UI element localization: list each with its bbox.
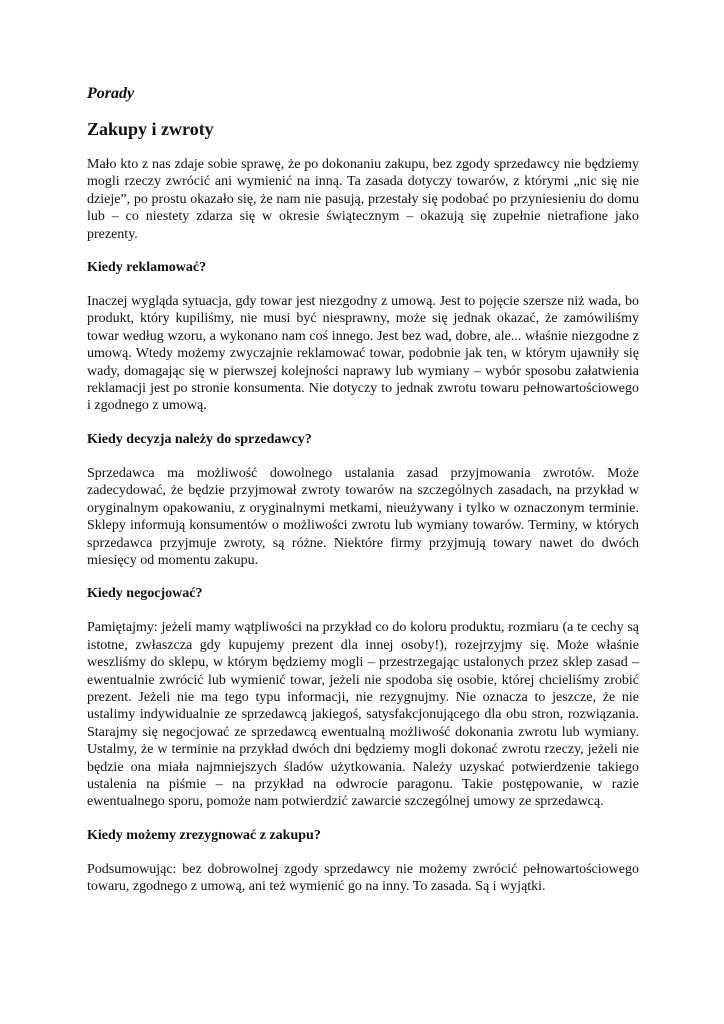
section-heading-reklamowac: Kiedy reklamować? xyxy=(87,260,207,276)
intro-paragraph: Mało kto z nas zdaje sobie sprawę, że po dokonaniu zakupu, bez zgody sprzedawcy nie będziemy mogli rzeczy zwrócić ani wymienić na inną. Ta zasada dotyczy towarów, z którymi „nic się nie dzieje”, po prostu okazało się, że nam nie pasują, przestały się podobać po przyniesieniu do domu lub – co niestety zdarza się w okresie świątecznym – okazują się zupełnie nietrafione jako prezenty. xyxy=(87,157,639,242)
section-heading-negocjowac: Kiedy negocjować? xyxy=(87,586,203,602)
section-body-negocjowac: Pamiętajmy: jeżeli mamy wątpliwości na przykład co do koloru produktu, rozmiaru (a te cechy są istotne, zwłaszcza gdy kupujemy prezent dla innej osoby!), rozejrzyjmy się. Może właśnie weszliśmy do sklepu, w którym będziemy mogli – przestrzegając ustalonych przez sklep zasad – ewentualnie zwrócić lub wymienić towar, jeżeli nie spodoba się osobie, której chcieliśmy zrobić prezent. Jeżeli nie ma tego typu informacji, nie rezygnujmy. Nie oznacza to jeszcze, że nie ustalimy indywidualnie ze sprzedawcą jakiegoś, satysfakcjonującego dla obu stron, rozwiązania. Starajmy się negocjować ze sprzedawcą ewentualną możliwość dokonania zwrotu lub wymiany. Ustalmy, że w terminie na przykład dwóch dni będziemy mogli dokonać zwrotu rzeczy, jeżeli nie będzie ona miała najmniejszych śladów użytkowania. Należy uzyskać potwierdzenie takiego ustalenia na piśmie – na przykład na odwrocie paragonu. Takie postępowanie, w razie ewentualnego sporu, pomoże nam potwierdzić zawarcie szczególnej umowy ze sprzedawcą. xyxy=(87,620,639,810)
section-heading-sprzedawca: Kiedy decyzja należy do sprzedawcy? xyxy=(87,431,312,447)
section-heading-zrezygnowac: Kiedy możemy zrezygnować z zakupu? xyxy=(87,827,321,843)
section-body-zrezygnowac: Podsumowując: bez dobrowolnej zgody sprzedawcy nie możemy zwrócić pełnowartościowego towaru, zgodnego z umową, ani też wymienić go na inny. To zasada. Są i wyjątki. xyxy=(87,861,639,895)
section-body-sprzedawca: Sprzedawca ma możliwość dowolnego ustalania zasad przyjmowania zwrotów. Może zadecydować, że będzie przyjmował zwroty towarów na szczególnych zasadach, na przykład w oryginalnym opakowaniu, z oryginalnymi metkami, nieużywany i tylko w oznaczonym terminie. Sklepy informują konsumentów o możliwości zwrotu lub wymiany towarów. Terminy, w których sprzedawca przyjmuje zwroty, są różne. Niektóre firmy przyjmują towary nawet do dwóch miesięcy od momentu zakupu. xyxy=(87,465,639,568)
section-body-reklamowac: Inaczej wygląda sytuacja, gdy towar jest niezgodny z umową. Jest to pojęcie szersze niż wada, bo produkt, który kupiliśmy, nie musi być niesprawny, może się jednak okazać, że zamówiliśmy towar według wzoru, a wykonano nam coś innego. Jest bez wad, dobre, ale... właśnie niezgodne z umową. Wtedy możemy zwyczajnie reklamować towar, podobnie jak ten, w którym ujawniły się wady, domagając się w pierwszej kolejności naprawy lub wymiany – wybór sposobu załatwienia reklamacji jest po stronie konsumenta. Nie dotyczy to jednak zwrotu towaru pełnowartościowego i zgodnego z umową. xyxy=(87,294,639,414)
article xyxy=(87,84,639,912)
article-title: Zakupy i zwroty xyxy=(87,119,214,139)
section-label: Porady xyxy=(87,85,135,102)
